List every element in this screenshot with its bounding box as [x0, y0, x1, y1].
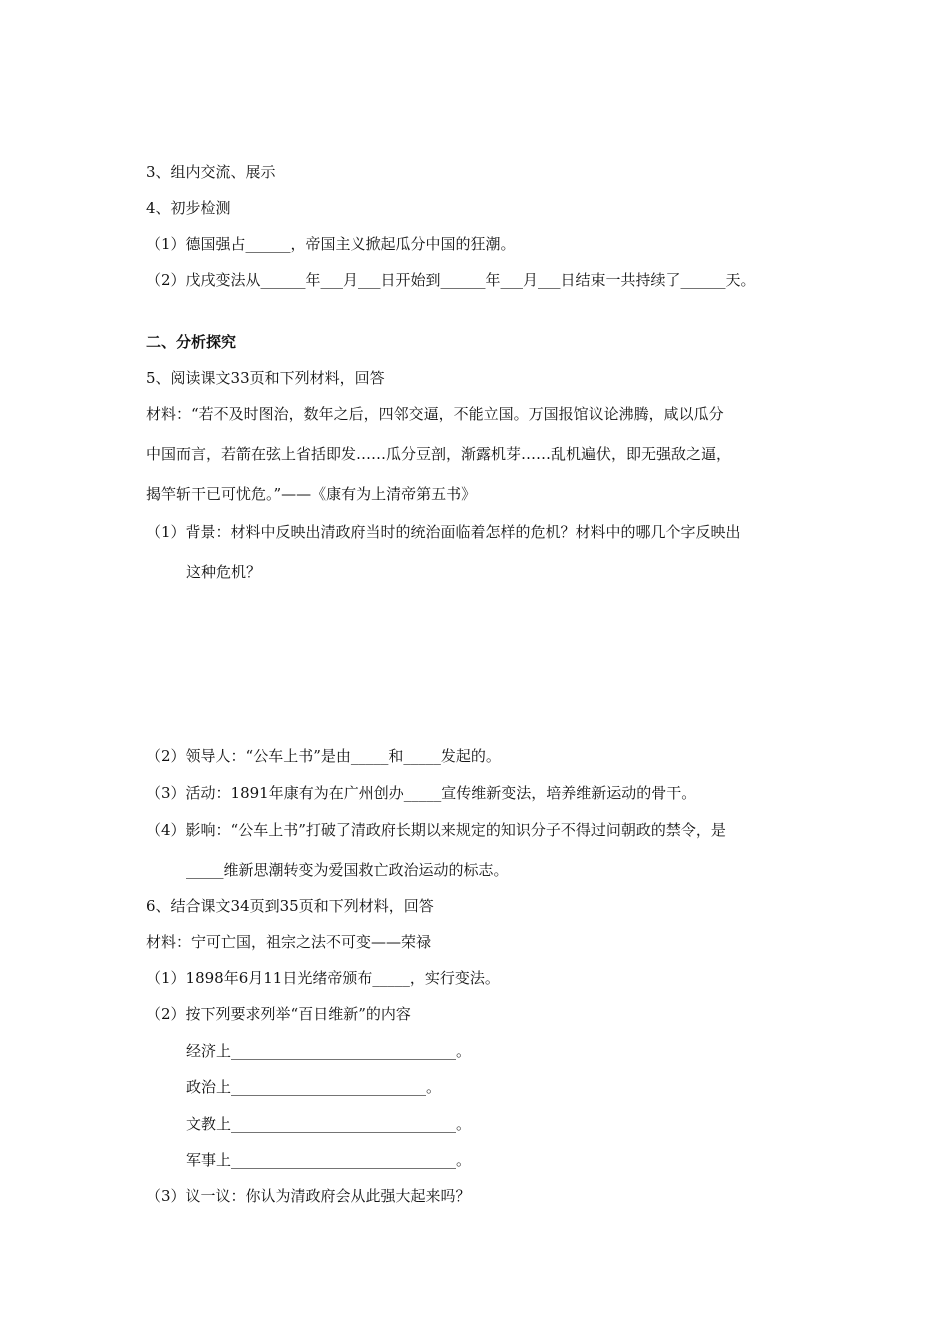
question-6-3: （3）议一议：你认为清政府会从此强大起来吗？ [146, 1187, 471, 1205]
material-6: 材料：宁可亡国，祖宗之法不可变——荣禄 [146, 933, 432, 951]
question-5-1-line-2: 这种危机？ [186, 563, 262, 581]
material-5-line-2: 中国而言，若箭在弦上省括即发……瓜分豆剖，渐露机芽……乱机遍伏，即无强敌之逼， [146, 445, 732, 463]
military-answer-line: 军事上______________________________。 [186, 1151, 472, 1169]
question-5-1-line-1: （1）背景：材料中反映出清政府当时的统治面临着怎样的危机？材料中的哪几个字反映出 [146, 523, 741, 541]
question-5-3: （3）活动：1891年康有为在广州创办_____宣传维新变法，培养维新运动的骨干。 [146, 784, 697, 802]
economy-answer-line: 经济上______________________________。 [186, 1042, 472, 1060]
material-5-line-1: 材料：“若不及时图治，数年之后，四邻交逼，不能立国。万国报馆议论沸腾，咸以瓜分 [146, 405, 724, 423]
material-5-line-3: 揭竿斩干已可忧危。”——《康有为上清帝第五书》 [146, 485, 477, 503]
question-5-2: （2）领导人：“公车上书”是由_____和_____发起的。 [146, 747, 501, 765]
question-5-4-line-1: （4）影响：“公车上书”打破了清政府长期以来规定的知识分子不得过问朝政的禁令，是 [146, 821, 726, 839]
part-2-heading: 二、分析探究 [146, 333, 237, 351]
politics-answer-line: 政治上__________________________。 [186, 1078, 442, 1096]
section-4-heading: 4、初步检测 [146, 199, 231, 217]
culture-education-answer-line: 文教上______________________________。 [186, 1115, 472, 1133]
question-6-1: （1）1898年6月11日光绪帝颁布_____，实行变法。 [146, 969, 500, 987]
section-5-heading: 5、阅读课文33页和下列材料，回答 [146, 369, 385, 387]
question-4-2: （2）戊戌变法从______年___月___日开始到______年___月___日结束一共持续了______天。 [146, 271, 756, 289]
question-6-2: （2）按下列要求列举“百日维新”的内容 [146, 1005, 411, 1023]
section-3-heading: 3、组内交流、展示 [146, 163, 276, 181]
question-5-4-line-2: _____维新思潮转变为爱国救亡政治运动的标志。 [186, 861, 509, 879]
question-4-1: （1）德国强占______，帝国主义掀起瓜分中国的狂潮。 [146, 235, 516, 253]
section-6-heading: 6、结合课文34页到35页和下列材料，回答 [146, 897, 434, 915]
